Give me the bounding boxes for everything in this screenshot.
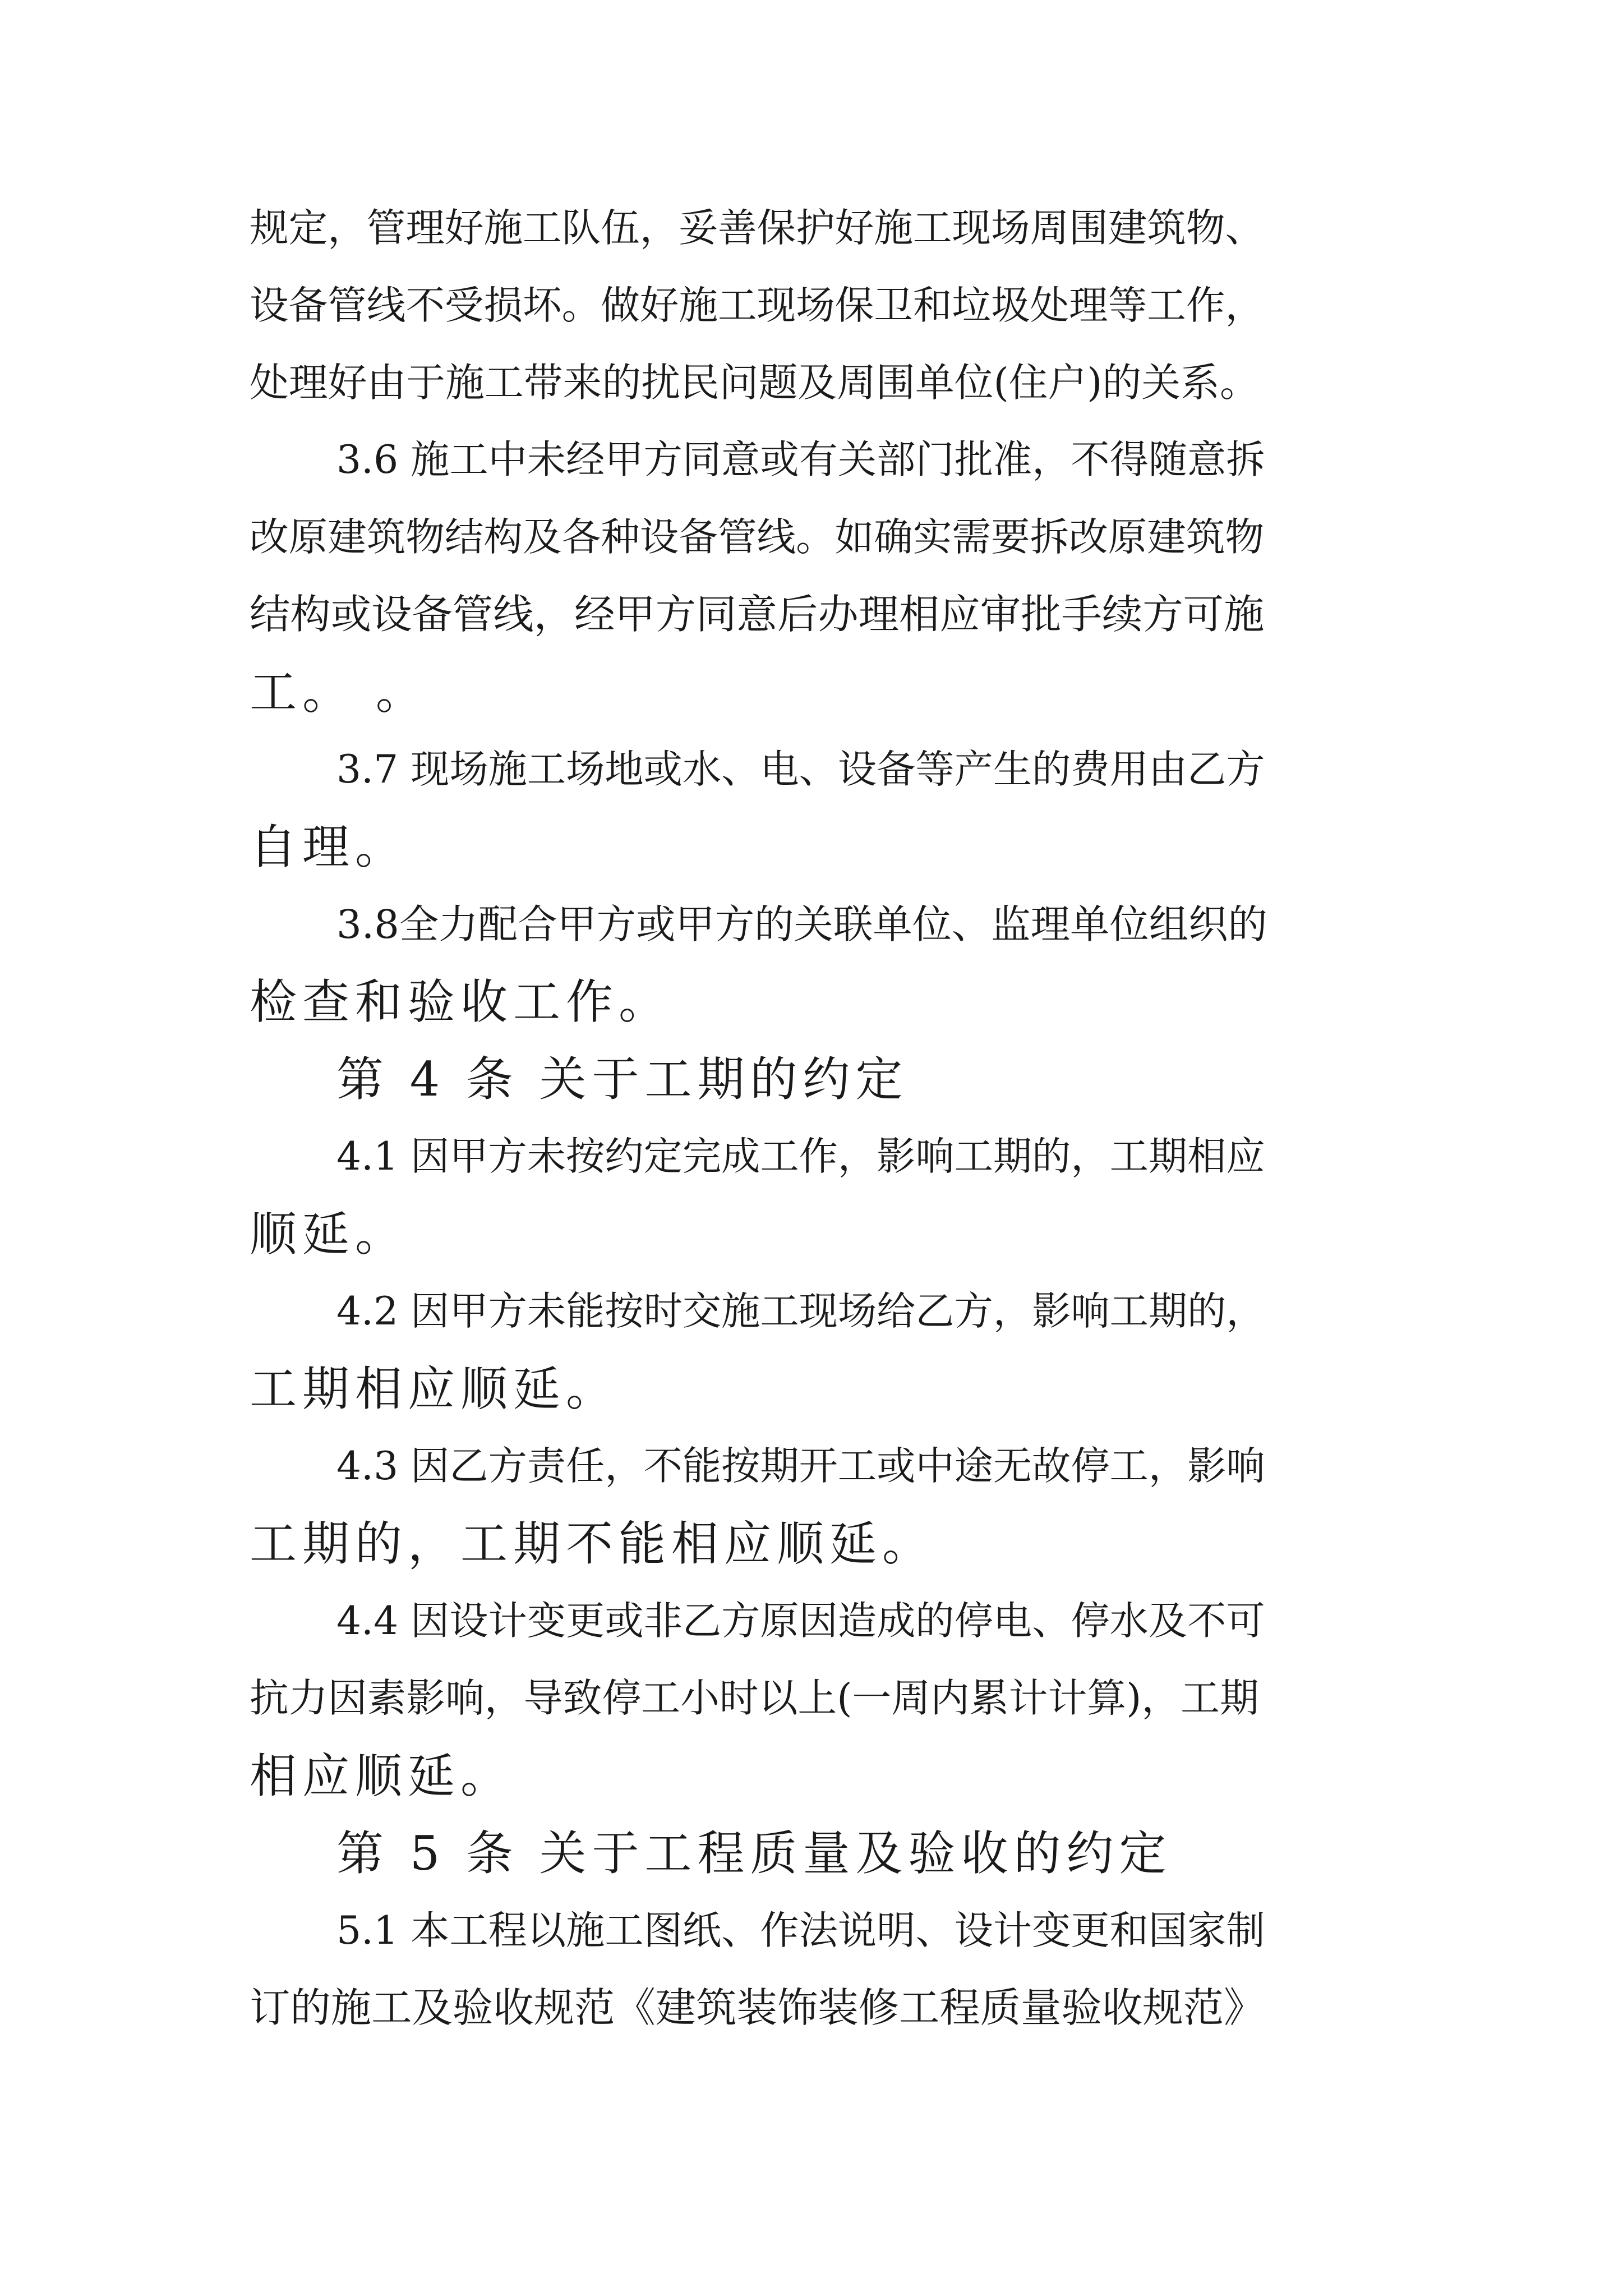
text-line: 5.1 本工程以施工图纸、作法说明、设计变更和国家制	[336, 1908, 1265, 1953]
text-line: 工。 。	[250, 665, 428, 720]
text-line: 4.3 因乙方责任，不能按期开工或中途无故停工，影响	[336, 1444, 1265, 1489]
text-line: 3.8全力配合甲方或甲方的关联单位、监理单位组织的	[336, 901, 1267, 947]
text-line: 设备管线不受损坏。做好施工现场保卫和垃圾处理等工作，	[250, 283, 1265, 328]
text-line: 工期的，工期不能相应顺延。	[250, 1516, 935, 1571]
text-line: 抗力因素影响，导致停工小时以上(一周内累计计算)，工期	[250, 1676, 1259, 1721]
text-line: 顺延。	[250, 1207, 408, 1262]
text-line: 订的施工及验收规范《建筑装饰装修工程质量验收规范》	[250, 1985, 1265, 2032]
text-line: 处理好由于施工带来的扰民问题及周围单位(住户)的关系。	[250, 360, 1259, 406]
text-line: 检查和验收工作。	[250, 974, 672, 1029]
text-line: 3.7 现场施工场地或水、电、设备等产生的费用由乙方	[336, 747, 1265, 792]
text-line: 工期相应顺延。	[250, 1361, 619, 1416]
text-line: 4.4 因设计变更或非乙方原因造成的停电、停水及不可	[336, 1599, 1265, 1644]
text-line: 4.1 因甲方未按约定完成工作，影响工期的，工期相应	[336, 1134, 1265, 1179]
section-heading: 第 4 条 关于工期的约定	[336, 1052, 909, 1107]
text-line: 相应顺延。	[250, 1749, 514, 1803]
section-heading: 第 5 条 关于工程质量及验收的约定	[336, 1826, 1172, 1881]
text-line: 自理。	[250, 820, 408, 875]
text-line: 结构或设备管线，经甲方同意后办理相应审批手续方可施	[250, 591, 1265, 638]
text-line: 4.2 因甲方未能按时交施工现场给乙方，影响工期的，	[336, 1289, 1265, 1334]
text-line: 规定，管理好施工队伍，妥善保护好施工现场周围建筑物、	[250, 205, 1265, 251]
text-line: 改原建筑物结构及各种设备管线。如确实需要拆改原建筑物	[250, 514, 1265, 560]
text-line: 3.6 施工中未经甲方同意或有关部门批准，不得随意拆	[336, 438, 1265, 482]
